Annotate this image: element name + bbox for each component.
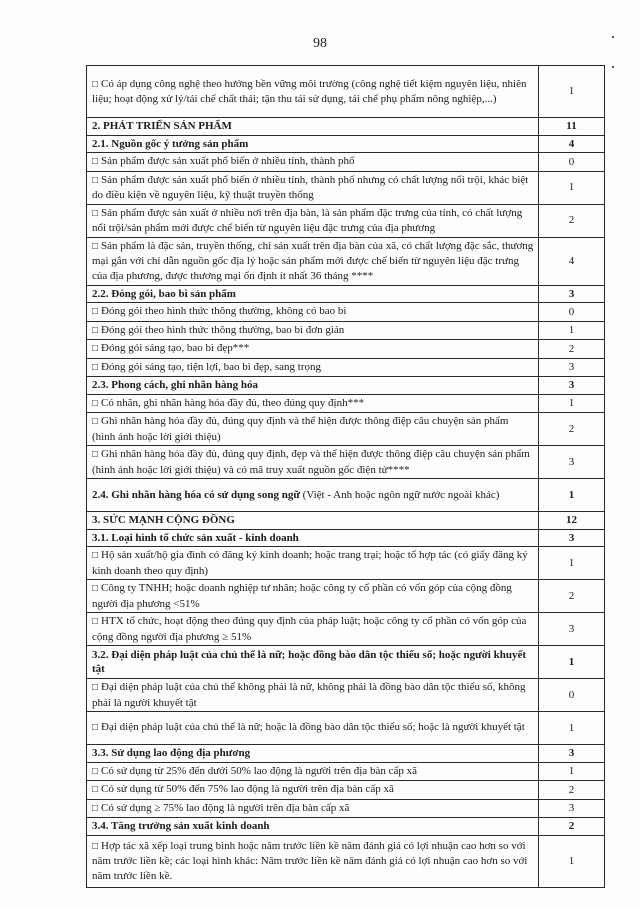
subsection-header-row	[87, 377, 605, 395]
subsection-title: 3.4. Tăng trưởng sản xuất kinh doanh	[92, 820, 270, 832]
subsection-title: 2.3. Phong cách, ghi nhãn hàng hóa	[92, 379, 258, 391]
score-cell: 3	[539, 377, 605, 395]
section-header-row	[87, 512, 605, 530]
criterion-text	[87, 781, 539, 800]
option-label: Hợp tác xã xếp loại trung bình hoặc năm trước liền kề năm đánh giá có lợi nhuận cao hơn so với năm trước liền kề; các loại hình khác: Năm trước liền kề năm đánh giá có lợi nhuận cao hơn so với năm trước liền kề.	[92, 839, 528, 882]
criterion-text	[87, 171, 539, 204]
option-label: Có sử dụng ≥ 75% lao động là người trên địa bàn cấp xã	[101, 801, 350, 814]
criterion-text	[87, 66, 539, 118]
score-cell: 1	[539, 171, 605, 204]
criterion-option-row	[87, 580, 605, 613]
subsection-note: (Việt - Anh hoặc ngôn ngữ nước ngoài khác)	[299, 488, 500, 501]
section-title: 2. PHÁT TRIỂN SẢN PHẨM	[92, 120, 232, 132]
score-cell: 4	[539, 237, 605, 285]
option-label: Đóng gói sáng tạo, tiện lợi, bao bì đẹp, sang trọng	[101, 360, 322, 373]
option-label: Có áp dụng công nghệ theo hướng bền vững môi trường (công nghệ tiết kiệm nguyên liệu, nhiên liệu; hoạt động xử lý/tái chế chất thải; tận thu tái sử dụng, tái chế phụ phẩm nông nghiệp,...)	[92, 77, 527, 105]
criterion-option-row	[87, 358, 605, 377]
option-label: Ghi nhãn hàng hóa đầy đủ, đúng quy định, đẹp và thể hiện được thông điệp câu chuyện sản phẩm (hình ảnh hoặc lời giới thiệu) và có mã truy xuất nguồn gốc điện tử****	[92, 448, 530, 476]
score-cell: 2	[539, 413, 605, 446]
criterion-text	[87, 479, 539, 512]
checkbox-icon: □	[92, 765, 99, 777]
checkbox-icon: □	[92, 78, 99, 90]
score-cell: 11	[539, 118, 605, 136]
subsection-header-row	[87, 135, 605, 153]
criterion-text	[87, 547, 539, 580]
criterion-option-row	[87, 712, 605, 745]
subsection-header-row	[87, 745, 605, 763]
criterion-option-row	[87, 66, 605, 118]
checkbox-icon: □	[92, 784, 99, 795]
scan-mark	[612, 66, 614, 68]
checkbox-icon: □	[92, 722, 99, 734]
score-cell: 1	[539, 321, 605, 340]
score-cell: 1	[539, 547, 605, 580]
criterion-option-row	[87, 340, 605, 359]
criterion-text	[87, 118, 539, 136]
checkbox-icon: □	[92, 802, 99, 814]
checkbox-icon: □	[92, 416, 99, 427]
criterion-option-row	[87, 413, 605, 446]
criterion-option-row	[87, 446, 605, 479]
subsection-header-row	[87, 818, 605, 836]
checkbox-icon: □	[92, 449, 99, 460]
checkbox-icon: □	[92, 343, 99, 354]
option-label: Sản phẩm được sản xuất ở nhiều nơi trên địa bàn, là sản phẩm đặc trưng của tỉnh, có chất lượng nổi trội/sản phẩm mới được chế biến từ nguyên liệu đặc trưng của địa phương	[92, 206, 523, 234]
subsection-title: 3.2. Đại diện pháp luật của chủ thể là nữ; hoặc đồng bào dân tộc thiểu số; hoặc người khuyết tật	[92, 648, 527, 675]
criterion-option-row	[87, 204, 605, 237]
option-label: HTX tổ chức, hoạt động theo đúng quy định của pháp luật; hoặc công ty cổ phần có vốn góp của cộng đồng người địa phương ≥ 51%	[92, 615, 527, 643]
criterion-text	[87, 799, 539, 818]
checkbox-icon: □	[92, 583, 99, 594]
checkbox-icon: □	[92, 682, 99, 693]
criterion-text	[87, 835, 539, 887]
subsection-title: 2.4. Ghi nhãn hàng hóa có sử dụng song ngữ	[92, 488, 300, 501]
criterion-text	[87, 358, 539, 377]
criterion-option-row	[87, 237, 605, 285]
criterion-text	[87, 153, 539, 172]
criteria-score-table	[86, 65, 605, 888]
option-label: Công ty TNHH; hoặc doanh nghiệp tư nhân; hoặc công ty cổ phần có vốn góp của cộng đồng người địa phương <51%	[92, 582, 512, 610]
criterion-text	[87, 340, 539, 359]
checkbox-icon: □	[92, 361, 99, 373]
checkbox-icon: □	[92, 324, 99, 336]
criterion-text	[87, 237, 539, 285]
section-header-row	[87, 118, 605, 136]
criterion-option-row	[87, 799, 605, 818]
criterion-text	[87, 529, 539, 547]
criterion-option-row	[87, 781, 605, 800]
criterion-text	[87, 745, 539, 763]
checkbox-icon: □	[92, 156, 99, 167]
checkbox-icon: □	[92, 550, 99, 561]
criterion-text	[87, 762, 539, 781]
checkbox-icon: □	[92, 840, 99, 852]
criterion-text	[87, 204, 539, 237]
score-cell: 3	[539, 613, 605, 646]
option-label: Sản phẩm được sản xuất phổ biến ở nhiều tỉnh, thành phố nhưng có chất lượng nổi trội, khác biệt do điều kiện về nguyên liệu, kỹ thuật truyền thống	[92, 173, 529, 201]
criterion-text	[87, 285, 539, 303]
checkbox-icon: □	[92, 397, 99, 409]
score-cell: 1	[539, 762, 605, 781]
checkbox-icon: □	[92, 207, 99, 219]
criterion-text	[87, 646, 539, 679]
criterion-option-row	[87, 613, 605, 646]
subsection-title: 2.1. Nguồn gốc ý tưởng sản phẩm	[92, 137, 249, 150]
score-cell: 2	[539, 580, 605, 613]
criterion-option-row	[87, 153, 605, 172]
score-cell: 1	[539, 394, 605, 413]
checkbox-icon: □	[92, 174, 99, 186]
page-number: 98	[313, 36, 327, 51]
criterion-text	[87, 135, 539, 153]
option-label: Đóng gói theo hình thức thông thường, bao bì đơn giản	[101, 323, 345, 336]
criterion-text	[87, 679, 539, 712]
criterion-option-row	[87, 762, 605, 781]
scan-mark	[612, 36, 614, 38]
score-cell: 2	[539, 204, 605, 237]
criterion-option-row	[87, 171, 605, 204]
subsection-header-row	[87, 285, 605, 303]
criterion-text	[87, 377, 539, 395]
subsection-header-row	[87, 479, 605, 512]
criterion-text	[87, 446, 539, 479]
score-cell: 2	[539, 340, 605, 359]
option-label: Có sử dụng từ 50% đến 75% lao động là người trên địa bàn cấp xã	[101, 783, 394, 795]
criterion-text	[87, 512, 539, 530]
checkbox-icon: □	[92, 240, 99, 252]
option-label: Đại diện pháp luật của chủ thể là nữ; hoặc là đồng bào dân tộc thiểu số; hoặc là người khuyết tật	[101, 721, 525, 734]
score-cell: 1	[539, 712, 605, 745]
score-cell: 3	[539, 446, 605, 479]
option-label: Đóng gói sáng tạo, bao bì đẹp***	[101, 342, 250, 354]
criterion-option-row	[87, 303, 605, 322]
score-cell: 4	[539, 135, 605, 153]
criterion-text	[87, 613, 539, 646]
option-label: Có nhãn, ghi nhãn hàng hóa đầy đủ, theo đúng quy định***	[101, 396, 365, 409]
criterion-text	[87, 580, 539, 613]
option-label: Sản phẩm là đặc sản, truyền thống, chỉ sản xuất trên địa bàn của xã, có chất lượng đặc sắc, thương mại gắn với chỉ dẫn nguồn gốc địa lý hoặc sản phẩm mới được chế biến từ nguyên liệu đặc trưng của địa phương, được thương mại ổn định ít nhất 36 tháng ****	[92, 239, 534, 282]
criterion-option-row	[87, 547, 605, 580]
option-label: Đóng gói theo hình thức thông thường, không có bao bì	[101, 305, 347, 317]
criterion-option-row	[87, 679, 605, 712]
score-cell: 12	[539, 512, 605, 530]
criterion-text	[87, 818, 539, 836]
score-cell: 3	[539, 529, 605, 547]
score-cell: 0	[539, 303, 605, 322]
option-label: Ghi nhãn hàng hóa đầy đủ, đúng quy định và thể hiện được thông điệp câu chuyện sản phẩm (hình ảnh hoặc lời giới thiệu)	[92, 415, 509, 443]
score-cell: 3	[539, 799, 605, 818]
criterion-text	[87, 321, 539, 340]
subsection-header-row	[87, 529, 605, 547]
score-cell: 2	[539, 818, 605, 836]
criterion-option-row	[87, 394, 605, 413]
score-cell: 3	[539, 285, 605, 303]
criterion-option-row	[87, 321, 605, 340]
score-cell: 1	[539, 835, 605, 887]
section-title: 3. SỨC MẠNH CỘNG ĐỒNG	[92, 514, 235, 526]
option-label: Hộ sản xuất/hộ gia đình có đăng ký kinh doanh; hoặc trang trại; hoặc tổ hợp tác (có giấy đăng ký kinh doanh theo quy định)	[92, 549, 528, 577]
score-cell: 3	[539, 745, 605, 763]
criterion-text	[87, 712, 539, 745]
option-label: Sản phẩm được sản xuất phổ biến ở nhiều tỉnh, thành phố	[101, 155, 355, 167]
score-cell: 0	[539, 153, 605, 172]
subsection-title: 3.1. Loại hình tổ chức sản xuất - kinh doanh	[92, 531, 299, 544]
criterion-text	[87, 303, 539, 322]
subsection-header-row	[87, 646, 605, 679]
criterion-option-row	[87, 835, 605, 887]
score-cell: 1	[539, 479, 605, 512]
score-cell: 2	[539, 781, 605, 800]
option-label: Đại diện pháp luật của chủ thể không phải là nữ, không phải là đồng bào dân tộc thiểu số, không phải là người khuyết tật	[92, 681, 526, 709]
score-cell: 0	[539, 679, 605, 712]
criterion-text	[87, 413, 539, 446]
score-cell: 1	[539, 646, 605, 679]
checkbox-icon: □	[92, 616, 99, 627]
checkbox-icon: □	[92, 306, 99, 317]
subsection-title: 3.3. Sử dụng lao động địa phương	[92, 747, 251, 759]
score-cell: 1	[539, 66, 605, 118]
option-label: Có sử dụng từ 25% đến dưới 50% lao động là người trên địa bàn cấp xã	[101, 764, 417, 777]
subsection-title: 2.2. Đóng gói, bao bì sản phẩm	[92, 287, 236, 300]
score-cell: 3	[539, 358, 605, 377]
criterion-text	[87, 394, 539, 413]
